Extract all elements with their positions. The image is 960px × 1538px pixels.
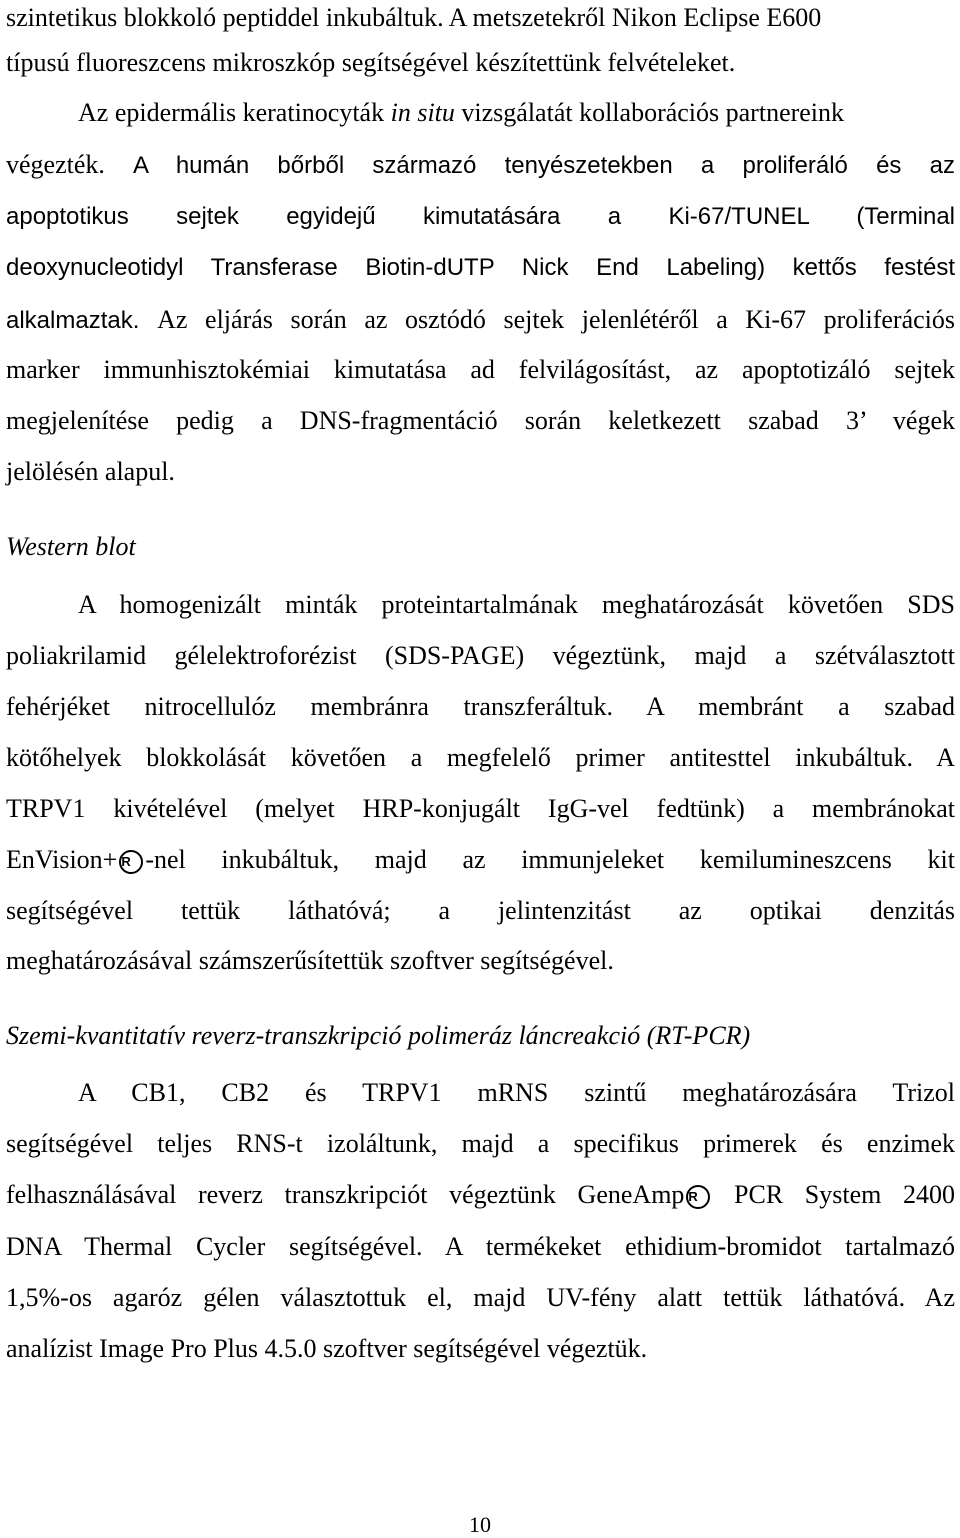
paragraph-line: DNA Thermal Cycler segítségével. A termékeket ethidium-bromidot tartalmazó	[6, 1232, 955, 1261]
text-run: végezték.	[6, 150, 133, 179]
paragraph-line	[6, 305, 955, 336]
paragraph-line: 1,5%-os agaróz gélen választottuk el, majd UV-fény alatt tettük láthatóvá. Az	[6, 1283, 955, 1312]
text-run: Az eljárás során az osztódó sejtek jelenlétéről a Ki-67 proliferációs	[157, 305, 955, 334]
paragraph-line: A homogenizált minták proteintartalmának meghatározását követően SDS	[78, 590, 955, 619]
paragraph-line: segítségével tettük láthatóvá; a jelintenzitást az optikai denzitás	[6, 896, 955, 925]
paragraph-line: segítségével teljes RNS-t izoláltunk, majd a specifikus primerek és enzimek	[6, 1129, 955, 1158]
paragraph-line: jelölésén alapul.	[6, 457, 175, 486]
paragraph-line: marker immunhisztokémiai kimutatása ad felvilágosítást, az apoptotizáló sejtek	[6, 355, 955, 384]
section-heading: Western blot	[6, 532, 136, 561]
paragraph-line: típusú fluoreszcens mikroszkóp segítségével készítettünk felvételeket.	[6, 48, 736, 77]
text-run: felhasználásával reverz transzkripciót végeztünk GeneAmp	[6, 1180, 685, 1209]
page-number: 10	[469, 1512, 491, 1537]
paragraph-line: fehérjéket nitrocellulóz membránra transzferáltuk. A membránt a szabad	[6, 692, 955, 721]
paragraph-line: kötőhelyek blokkolását követően a megfelelő primer antitesttel inkubáltuk. A	[6, 743, 955, 772]
section-heading: Szemi-kvantitatív reverz-transzkripció polimeráz láncreakció (RT-PCR)	[6, 1021, 751, 1050]
registered-mark-icon: R	[686, 1185, 710, 1209]
text-run-sans: alkalmaztak.	[6, 307, 158, 334]
paragraph-line: A CB1, CB2 és TRPV1 mRNS szintű meghatározására Trizol	[78, 1078, 955, 1107]
paragraph-line: analízist Image Pro Plus 4.5.0 szoftver segítségével végeztük.	[6, 1334, 648, 1363]
text-run: vizsgálatát kollaborációs partnereink	[454, 98, 845, 127]
paragraph-line	[6, 150, 955, 181]
paragraph-line: poliakrilamid gélelektroforézist (SDS-PAGE) végeztünk, majd a szétválasztott	[6, 641, 955, 670]
paragraph-line	[6, 845, 955, 875]
text-run: -nel inkubáltuk, majd az immunjeleket kemilumineszcens kit	[145, 845, 955, 874]
paragraph-line	[6, 1180, 955, 1210]
text-run: Az epidermális keratinocyták	[78, 98, 391, 127]
paragraph-line: szintetikus blokkoló peptiddel inkubáltuk. A metszetekről Nikon Eclipse E600	[6, 3, 822, 32]
italic-term: in situ	[390, 98, 455, 127]
paragraph-line: apoptotikus sejtek egyidejű kimutatására a Ki-67/TUNEL (Terminal	[6, 203, 955, 230]
paragraph-line: TRPV1 kivételével (melyet HRP-konjugált IgG-vel fedtünk) a membránokat	[6, 794, 955, 823]
paragraph-line: deoxynucleotidyl Transferase Biotin-dUTP Nick End Labeling) kettős festést	[6, 254, 955, 281]
text-run: PCR System 2400	[712, 1180, 955, 1209]
text-run-sans: A humán bőrből származó tenyészetekben a proliferáló és az	[132, 152, 955, 179]
paragraph-line: megjelenítése pedig a DNS-fragmentáció során keletkezett szabad 3’ végek	[6, 406, 955, 435]
registered-mark-icon: R	[119, 850, 143, 874]
text-run: EnVision+	[6, 845, 118, 874]
paragraph-line: meghatározásával számszerűsítettük szoftver segítségével.	[6, 946, 614, 975]
paragraph-line	[78, 98, 955, 128]
